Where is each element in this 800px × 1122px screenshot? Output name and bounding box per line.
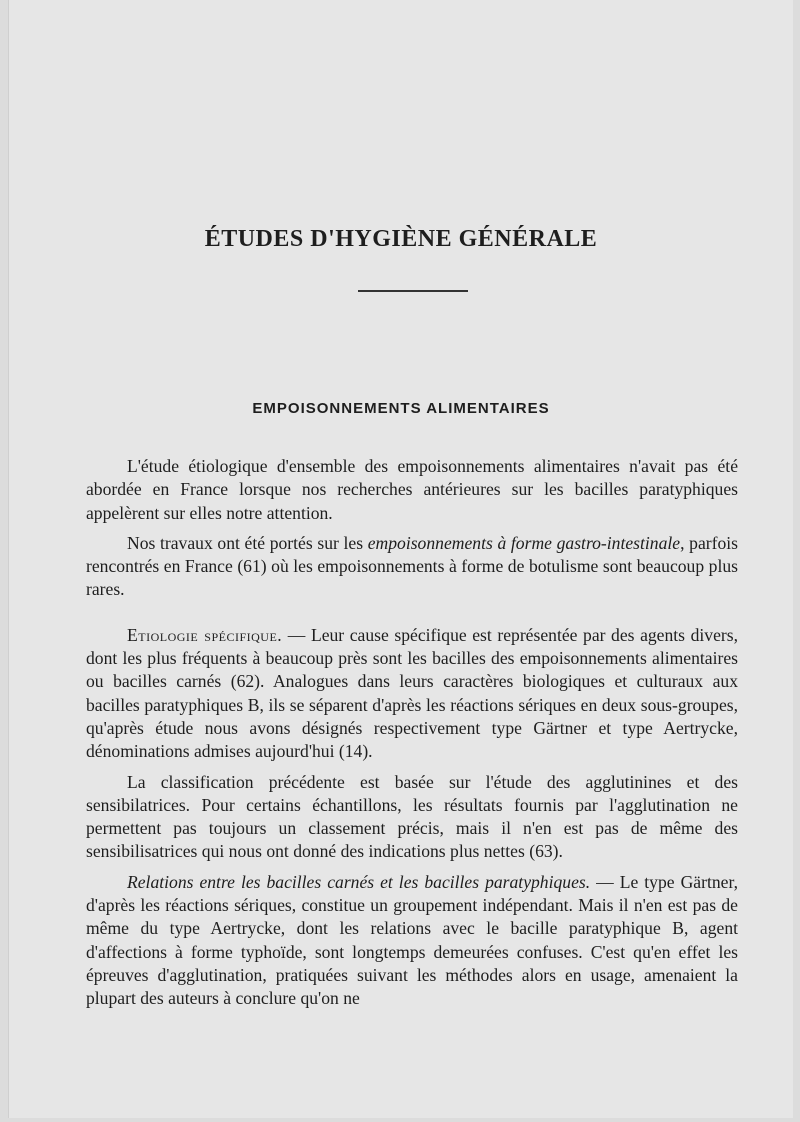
paragraph-travaux <box>86 532 738 602</box>
paragraph-travaux-end: , parfois rencontrés en France (61) où les empoisonnements à forme de botulisme sont beaucoup plus rares. <box>86 532 739 600</box>
section-heading: EMPOISONNEMENTS ALIMENTAIRES <box>252 400 550 417</box>
paragraph-etiologie-text: — Leur cause spécifique est représentée par des agents divers, dont les plus fréquents à beaucoup près sont les bacilles des empoisonnements alimentaires ou bacilles carnés (62). Analogues dans leurs caractères biologiques et culturaux aux bacilles paratyphiques B, ils se séparent d'après les réactions sériques en deux sous-groupes, qu'après étude nous avons désignés respectivement type Gärtner et type Aertrycke, dénominations admises aujourd'hui (14). <box>86 624 738 762</box>
paragraph-relations-text: — Le type Gärtner, d'après les réactions sériques, constitue un groupement indépendant. Mais il n'en est pas de même du type Aertrycke, dont les relations avec le bacille paratyphique B, agent d'affections à forme typhoïde, sont longtemps demeurées confuses. C'est qu'en effet les épreuves d'agglutination, pratiquées suivant les méthodes alors en usage, amenaient la plupart des auteurs à conclure qu'on ne <box>86 871 738 1009</box>
paragraph-classification: La classification précédente est basée sur l'étude des agglutinines et des sensibilatrices. Pour certains échantillons, les résultats fournis par l'agglutination ne permettent pas toujours un classement précis, mais il n'en est pas de même des sensibilisatrices qui nous ont donné des indications plus nettes (63). <box>86 771 738 862</box>
body-text <box>86 455 738 1018</box>
title-divider <box>358 290 468 292</box>
document-page <box>8 0 793 1118</box>
paragraph-etiologie-lead: Etiologie spécifique. <box>127 624 283 645</box>
page-title: ÉTUDES D'HYGIÈNE GÉNÉRALE <box>204 226 598 252</box>
paragraph-relations-lead: Relations entre les bacilles carnés et les bacilles paratyphiques. <box>127 871 591 892</box>
paragraph-relations <box>86 871 738 1011</box>
paragraph-travaux-start: Nos travaux ont été portés sur les <box>127 532 368 553</box>
paragraph-travaux-emphasis: empoisonnements à forme gastro-intestinale <box>367 532 681 553</box>
paragraph-intro: L'étude étiologique d'ensemble des empoisonnements alimentaires n'avait pas été abordée en France lorsque nos recherches antérieures sur les bacilles paratyphiques appelèrent sur elles notre attention. <box>86 456 738 523</box>
paragraph-etiologie <box>86 624 738 764</box>
